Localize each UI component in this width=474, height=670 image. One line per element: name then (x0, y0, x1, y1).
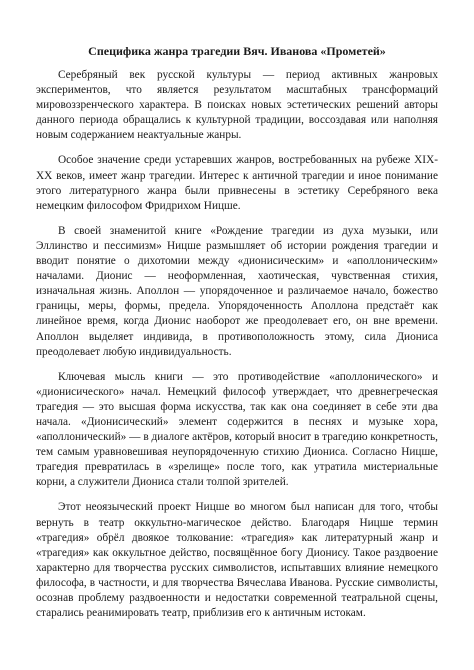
paragraph-5: Этот неоязыческий проект Ницше во многом был написан для того, чтобы вернуть в театр оккультно-магическое действо. Благодаря Ницше термин «трагедия» обрёл двоякое толкование: «трагедия» как литературный жанр и «трагедия» как оккультное действо, посвящённое богу Дионису. Такое раздвоение характерно для творчества русских символистов, испытавших влияние немецкого философа, в частности, и для творчества Вячеслава Иванова. Русские символисты, осознав проблему раздвоенности и недостатки современной театральной сцены, старались реанимировать театр, приблизив его к античным истокам. (36, 501, 438, 620)
document-title: Специфика жанра трагедии Вяч. Иванова «Прометей» (88, 44, 386, 58)
paragraph-3: В своей знаменитой книге «Рождение трагедии из духа музыки, или Эллинство и пессимизм» Ницше размышляет об истории рождения трагедии и вводит понятие о дихотомии между «дионисическим» и «аполлоническим» началами. Дионис — неоформленная, хаотическая, чувственная стихия, изначальная жизнь. Аполлон — упорядоченное и различаемое начало, божество границы, меры, формы, предела. Упорядоченность Аполлона предстаёт как линейное время, когда Дионис наоборот же преодолевает его, он вне времени. Аполлон выделяет индивида, в противоположность этому, сила Диониса преодолевает любую индивидуальность. (36, 224, 438, 358)
paragraph-1: Серебряный век русской культуры — период активных жанровых экспериментов, что является результатом масштабных трансформаций мировоззренческого характера. В поисках новых эстетических решений авторы данного периода обращались к культурной традиции, воссоздавая или наполняя новым содержанием неактуальные жанры. (36, 69, 438, 142)
paragraph-2: Особое значение среди устаревших жанров, востребованных на рубеже XIX-XX веков, имеет жанр трагедии. Интерес к античной трагедии и иное понимание этого литературного жанра были привнесены в эстетику Серебряного века немецким философом Фридрихом Ницше. (36, 154, 438, 212)
paragraph-4: Ключевая мысль книги — это противодействие «аполлонического» и «дионисического» начал. Немецкий философ утверждает, что древнегреческая трагедия — это высшая форма искусства, так как она соединяет в себе эти два начала. «Дионисический» элемент содержится в песнях и музыке хора, «аполлонический» — в диалоге актёров, который вносит в трагедию конкретность, тем самым уравновешивая неупорядоченную стихию Диониса. Согласно Ницше, трагедия превратилась в «зрелище» после того, как утратила мистериальные корни, а служители Диониса стали толпой зрителей. (36, 370, 438, 489)
